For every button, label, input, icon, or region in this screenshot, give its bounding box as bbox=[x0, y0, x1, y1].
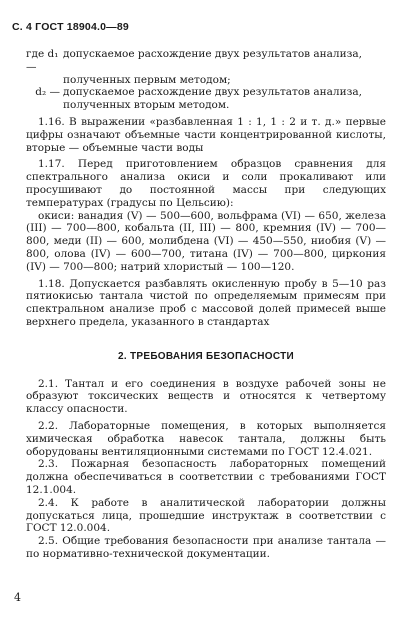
paragraph-2-2: 2.2. Лабораторные помещения, в которых выполняется химическая обработка навесок тантала, должны быть оборудованы вентиляционными системами по ГОСТ 12.4.021. bbox=[26, 419, 386, 458]
paragraph-1-16: 1.16. В выражении «разбавленная 1 : 1, 1 : 2 и т. д.» первые цифры означают объемные части концентрированной кислоты, вторые — объемные части воды bbox=[26, 115, 386, 154]
definition-continuation: полученных первым методом; bbox=[63, 73, 231, 86]
page-header: С. 4 ГОСТ 18904.0—89 bbox=[12, 21, 129, 33]
paragraph-1-17-temperatures: окиси: ванадия (V) — 500—600, вольфрама (VI) — 650, железа (III) — 700—800, кобальта (II, III) — 800, кремния (IV) — 700—800, меди (II) — 600, молибдена (VI) — 450—550, ниобия (V) — 800, олова (IV) — 600—700, титана (IV) — 700—800, циркония (IV) — 700—800; натрий хлористый — 100—120. bbox=[26, 209, 386, 273]
paragraph-2-3: 2.3. Пожарная безопасность лабораторных помещений должна обеспечиваться в соответствии с требованиями ГОСТ 12.1.004. bbox=[26, 458, 386, 496]
page-number: 4 bbox=[14, 591, 21, 604]
paragraph-2-5: 2.5. Общие требования безопасности при анализе тантала — по нормативно-технической документации. bbox=[26, 535, 386, 560]
definition-d1 bbox=[26, 48, 386, 74]
paragraph-2-1: 2.1. Тантал и его соединения в воздухе рабочей зоны не образуют токсических веществ и относятся к четвертому классу опасности. bbox=[26, 377, 386, 416]
document-body bbox=[26, 48, 386, 561]
definition-text: допускаемое расхождение двух результатов анализа, bbox=[63, 48, 362, 60]
paragraph-1-17: 1.17. Перед приготовлением образцов сравнения для спектрального анализа окиси и соли прокаливают или просушивают до постоянной массы при следующих температурах (градусы по Цельсию): bbox=[26, 158, 386, 209]
definition-text: допускаемое расхождение двух результатов анализа, bbox=[63, 86, 362, 99]
paragraph-2-4: 2.4. К работе в аналитической лаборатории должны допускаться лица, прошедшие инструктаж в соответствии с ГОСТ 12.0.004. bbox=[26, 496, 386, 535]
definition-symbol: d₂ — bbox=[35, 86, 60, 99]
definition-continuation: полученных вторым методом. bbox=[63, 99, 230, 112]
definition-d2 bbox=[26, 86, 386, 99]
section-title: 2. ТРЕБОВАНИЯ БЕЗОПАСНОСТИ bbox=[117, 350, 295, 362]
paragraph-1-18: 1.18. Допускается разбавлять окисленную пробу в 5—10 раз пятиокисью тантала чистой по определяемым примесям при спектральном анализе проб с массовой долей примесей выше верхнего предела, указанного в стандартах bbox=[26, 277, 386, 328]
definition-symbol: где d₁ — bbox=[26, 48, 59, 73]
